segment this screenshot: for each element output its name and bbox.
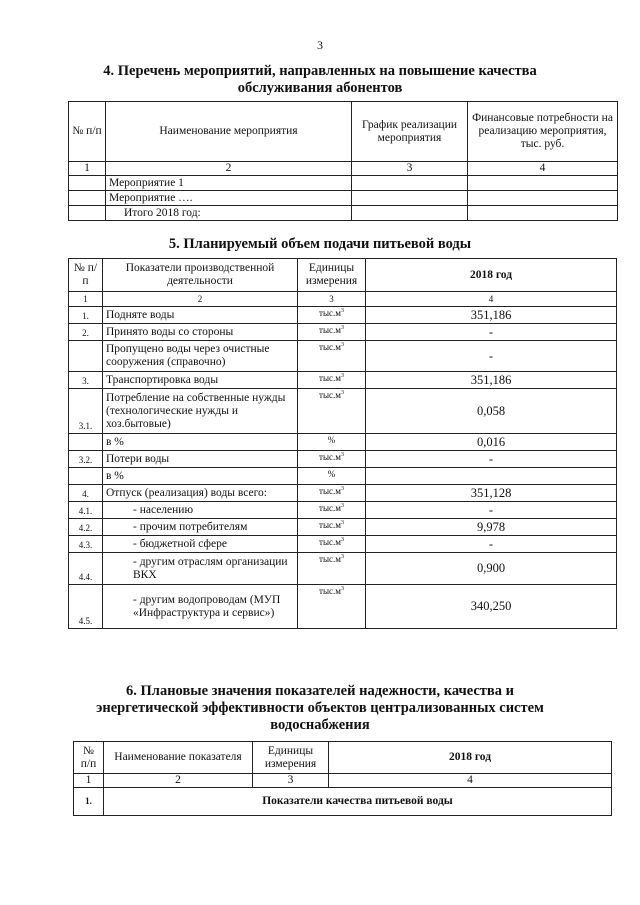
row-value: - (366, 324, 617, 341)
section-5-title: 5. Планируемый объем подачи питьевой воды (168, 236, 472, 252)
s5-header-year: 2018 год (366, 259, 617, 292)
table-row (69, 536, 617, 553)
s4-index-2: 2 (106, 162, 352, 176)
table-row (69, 468, 617, 485)
row-value: 351,186 (366, 307, 617, 324)
row-value: 0,058 (366, 389, 617, 434)
row-name: в % (103, 468, 298, 485)
s6-index-1: 1 (74, 774, 104, 788)
row-value (366, 468, 617, 485)
row-number (69, 434, 103, 451)
section-4-title (0, 63, 640, 97)
s5-header-unit: Единицы измерения (298, 259, 366, 292)
row-value: 351,128 (366, 485, 617, 502)
row-value: - (366, 341, 617, 372)
table-row (69, 434, 617, 451)
row-number: 3.1. (69, 389, 103, 434)
row-unit: % (298, 468, 366, 485)
row-unit: $тыс.м^3$ (298, 451, 366, 468)
row-unit: $тыс.м^3$ (298, 585, 366, 629)
row-unit: $тыс.м^3$ (298, 553, 366, 585)
row-unit: $тыс.м^3$ (298, 536, 366, 553)
s6-row-label: Показатели качества питьевой воды (104, 788, 612, 816)
row-unit: % (298, 434, 366, 451)
s6-index-4: 4 (329, 774, 612, 788)
s4-index-4: 4 (468, 162, 618, 176)
row-number (69, 341, 103, 372)
row-value: - (366, 502, 617, 519)
page-number: 3 (317, 38, 323, 52)
s5-index-2: 2 (103, 292, 298, 307)
section-4-table (68, 101, 618, 221)
s5-index-3: 3 (298, 292, 366, 307)
table-row (69, 324, 617, 341)
s4-row-total: Итого 2018 год: (106, 206, 352, 221)
table-row (69, 307, 617, 324)
row-number: 4.2. (69, 519, 103, 536)
row-unit: $тыс.м^3$ (298, 341, 366, 372)
row-name: Транспортировка воды (103, 372, 298, 389)
table-row (74, 788, 612, 816)
row-name: - прочим потребителям (103, 519, 298, 536)
s6-header-number: № п/п (74, 742, 104, 774)
table-row (69, 585, 617, 629)
s4-row-name: Мероприятие …. (106, 191, 352, 206)
s6-header-year: 2018 год (329, 742, 612, 774)
row-value: 9,978 (366, 519, 617, 536)
table-row (69, 519, 617, 536)
row-unit: $тыс.м^3$ (298, 519, 366, 536)
table-row (69, 451, 617, 468)
row-number: 1. (69, 307, 103, 324)
s6-header-indicator: Наименование показателя (104, 742, 253, 774)
s4-row-name: Мероприятие 1 (106, 176, 352, 191)
table-row (69, 389, 617, 434)
s4-index-1: 1 (69, 162, 106, 176)
s4-header-name: Наименование мероприятия (106, 102, 352, 162)
row-number: 4.3. (69, 536, 103, 553)
row-number: 4.1. (69, 502, 103, 519)
row-number: 4. (69, 485, 103, 502)
row-number: 4.5. (69, 585, 103, 629)
section-6-title (0, 683, 640, 734)
section-6-title-line-2: энергетической эффективности объектов централизованных систем (96, 700, 544, 716)
s4-header-schedule: График реализации мероприятия (352, 102, 468, 162)
s6-index-2: 2 (104, 774, 253, 788)
s5-header-number: № п/п (69, 259, 103, 292)
s6-header-unit: Единицы измерения (253, 742, 329, 774)
s4-index-3: 3 (352, 162, 468, 176)
table-row (69, 553, 617, 585)
row-value: 340,250 (366, 585, 617, 629)
s5-index-4: 4 (366, 292, 617, 307)
section-4-title-line-2: обслуживания абонентов (237, 80, 403, 96)
s4-header-finance: Финансовые потребности на реализацию мероприятия, тыс. руб. (468, 102, 618, 162)
row-value: 0,016 (366, 434, 617, 451)
section-4-title-line-1: 4. Перечень мероприятий, направленных на повышение качества (103, 63, 537, 79)
row-name: Потребление на собственные нужды (технологические нужды и хоз.бытовые) (103, 389, 298, 434)
row-value: 0,900 (366, 553, 617, 585)
s5-header-indicator: Показатели производственной деятельности (103, 259, 298, 292)
row-unit: $тыс.м^3$ (298, 389, 366, 434)
row-name: Отпуск (реализация) воды всего: (103, 485, 298, 502)
row-number: 3.2. (69, 451, 103, 468)
section-6-table (73, 741, 612, 816)
table-row (69, 485, 617, 502)
row-unit: $тыс.м^3$ (298, 502, 366, 519)
row-unit: $тыс.м^3$ (298, 307, 366, 324)
section-6-title-line-3: водоснабжения (270, 717, 370, 733)
row-number: 3. (69, 372, 103, 389)
row-number: 4.4. (69, 553, 103, 585)
row-value: 351,186 (366, 372, 617, 389)
s5-index-1: 1 (69, 292, 103, 307)
table-row (69, 191, 618, 206)
s6-row-number: 1. (74, 788, 104, 816)
table-row (69, 176, 618, 191)
row-name: Принято воды со стороны (103, 324, 298, 341)
section-6-title-line-1: 6. Плановые значения показателей надежности, качества и (126, 683, 514, 699)
row-name: Пропущено воды через очистные сооружения (справочно) (103, 341, 298, 372)
s6-index-3: 3 (253, 774, 329, 788)
row-name: - другим отраслям организации ВКХ (103, 553, 298, 585)
table-row (69, 372, 617, 389)
s4-header-number: № п/п (69, 102, 106, 162)
row-value: - (366, 536, 617, 553)
row-name: Подняте воды (103, 307, 298, 324)
table-row (69, 206, 618, 221)
table-row (69, 341, 617, 372)
section-5-table (68, 258, 617, 629)
row-name: - бюджетной сфере (103, 536, 298, 553)
row-name: - населению (103, 502, 298, 519)
row-name: в % (103, 434, 298, 451)
row-name: Потери воды (103, 451, 298, 468)
row-unit: $тыс.м^3$ (298, 372, 366, 389)
row-name: - другим водопроводам (МУП «Инфраструктура и сервис») (103, 585, 298, 629)
row-value: - (366, 451, 617, 468)
row-number: 2. (69, 324, 103, 341)
row-number (69, 468, 103, 485)
table-row (69, 502, 617, 519)
row-unit: $тыс.м^3$ (298, 324, 366, 341)
row-unit: $тыс.м^3$ (298, 485, 366, 502)
